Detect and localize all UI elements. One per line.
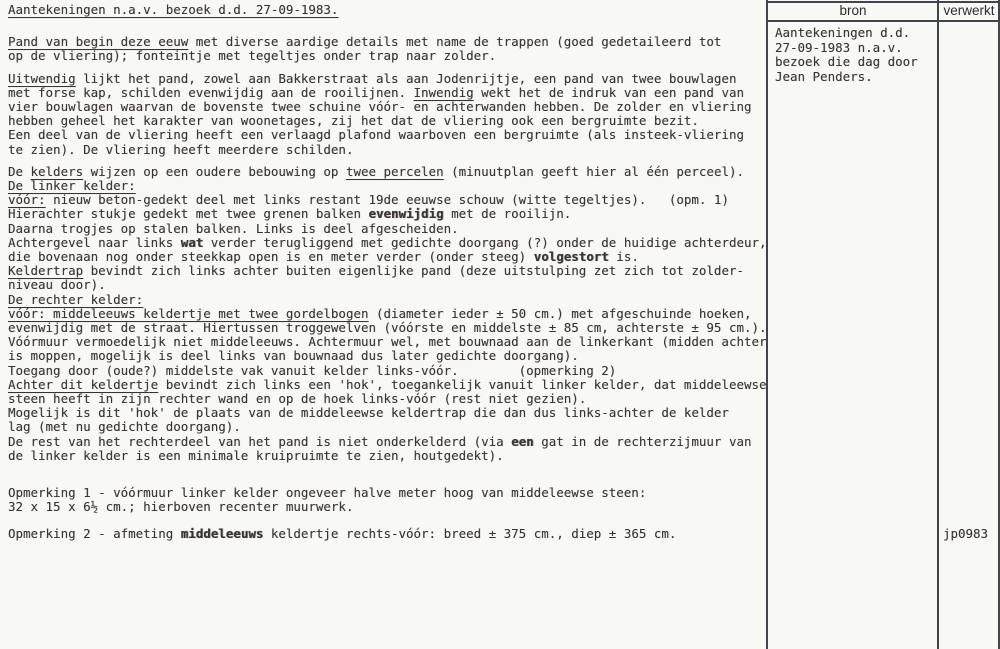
text-segment: hebben geheel het karakter van woonetages, zij het dat de vliering ook een bergruimte bezit. <box>8 113 699 129</box>
underlined-text: De linker kelder: <box>8 178 136 194</box>
text-segment: te zien). De vliering heeft meerdere schilden. <box>8 141 354 157</box>
text-segment: 32 x 15 x 6½ cm.; hierboven recenter muurwerk. <box>8 499 354 515</box>
text-segment: is. <box>608 249 639 265</box>
text-segment: niveau door). <box>8 277 106 293</box>
text-line <box>8 179 764 193</box>
bron-note-line: 27-09-1983 n.a.v. <box>775 39 903 55</box>
underlined-text: Achter dit keldertje <box>8 376 159 392</box>
text-line <box>8 72 764 86</box>
text-segment: Opmerking 2 - afmeting <box>8 525 181 541</box>
underlined-text: Inwendig <box>413 84 474 100</box>
text-segment: met diverse aardige details met name de trappen (goed gedetaileerd tot <box>188 34 722 50</box>
text-line <box>8 307 764 321</box>
text-segment: Een deel van de vliering heeft een verlaagd plafond waarboven een bergruimte (als insteek-vliering <box>8 127 744 143</box>
text-line <box>8 406 764 420</box>
text-segment: middeleeuws <box>180 525 264 541</box>
text-segment: bevindt zich links achter buiten eigenlijke pand (deze uitstulping zet zich tot zolder- <box>83 263 744 279</box>
text-segment: De rest van het rechterdeel van het pand is niet onderkelderd (via <box>8 433 512 449</box>
text-segment: die bovenaan nog onder steekkap open is en meter verder (onder steeg) <box>8 249 534 265</box>
text-segment: De <box>8 163 31 179</box>
text-line <box>8 449 764 463</box>
text-segment: op de vliering); fonteintje met tegeltjes onder trap naar zolder. <box>8 48 497 64</box>
bron-note-line: Jean Penders. <box>775 68 873 84</box>
text-line <box>8 193 764 207</box>
bron-note-line: Aantekeningen d.d. <box>775 25 911 40</box>
underlined-text: kelders <box>30 163 84 179</box>
text-segment: Hierachter stukje gedekt met twee grenen balken <box>8 206 369 222</box>
text-segment: bevindt zich links een 'hok', toegankelijk vanuit linker kelder, dat middeleewse <box>158 376 767 392</box>
text-segment: Achtergevel naar links <box>8 234 181 250</box>
text-line <box>8 376 767 392</box>
text-line <box>8 250 764 264</box>
text-segment: Vóórmuur vermoedelijk niet middeleeuws. Achtermuur wel, met bouwnaad aan de linkerkant (midden achter <box>8 334 767 350</box>
underlined-text: Pand van begin deze eeuw <box>8 34 189 50</box>
text-line <box>8 165 764 179</box>
text-segment: met forse kap, schilden evenwijdig aan de rooilijnen. <box>8 84 414 100</box>
text-segment: keldertje rechts-vóór: breed ± 375 cm., diep ± 365 cm. <box>263 525 677 541</box>
text-segment: verder terugliggend met gedichte doorgang (?) onder de huidige achterdeur, <box>203 234 767 250</box>
text-line <box>8 334 767 350</box>
text-line <box>8 86 764 100</box>
text-line <box>8 207 764 221</box>
text-segment: Opmerking 1 - vóórmuur linker kelder ongeveer halve meter hoog van middeleewse steen: <box>8 485 647 501</box>
text-line <box>8 320 767 336</box>
underlined-text: twee percelen <box>345 163 444 179</box>
paragraph <box>8 486 764 514</box>
text-line <box>8 278 764 292</box>
text-line <box>8 349 764 363</box>
text-segment: (diameter ieder ± 50 cm.) met afgeschuinde hoeken, <box>368 305 752 321</box>
text-line <box>8 3 764 17</box>
text-line <box>8 486 764 500</box>
text-segment: steen heeft in zijn rechter wand en op de hoek links-vóór (rest niet gezien). <box>8 391 587 407</box>
bron-column-header: bron <box>839 3 867 18</box>
sidebar-right-rule <box>998 0 1000 649</box>
page-title <box>8 3 764 17</box>
text-segment: volgestort <box>533 249 609 265</box>
underlined-text: De rechter kelder: <box>8 291 144 307</box>
text-line <box>8 222 764 236</box>
text-segment: evenwijdig met de straat. Hiertussen troggewelven (vóórste en middelste ± 85 cm, achterste ± 95 cm.). <box>8 320 767 336</box>
text-segment: wijzen op een oudere bebouwing op <box>83 163 346 179</box>
bron-note-line: bezoek die dag door <box>775 54 918 69</box>
text-segment: wekt het de indruk van een pand van <box>473 84 744 100</box>
text-line <box>8 420 764 434</box>
text-segment: lijkt het pand, zowel aan Bakkerstraat als aan Jodenrijtje, een pand van twee bouwlagen <box>75 70 737 86</box>
underlined-text: Uitwendig <box>8 70 76 86</box>
underlined-text: Aantekeningen n.a.v. bezoek d.d. 27-09-1983. <box>8 2 339 17</box>
underlined-text: Keldertrap <box>8 263 84 279</box>
text-line <box>8 364 764 378</box>
text-line <box>8 264 764 278</box>
sidebar-column-rule <box>937 0 939 649</box>
paragraph <box>8 527 764 541</box>
text-line <box>8 392 764 406</box>
verwerkt-code: jp0983 <box>943 526 989 541</box>
text-line <box>8 114 764 128</box>
text-line <box>8 500 764 514</box>
text-line <box>8 49 764 63</box>
text-segment: gat in de rechterzijmuur van <box>533 433 752 449</box>
sidebar-header-rule <box>766 20 1000 22</box>
text-line <box>8 234 767 250</box>
text-segment: een <box>511 433 534 449</box>
text-segment: Daarna trogjes op stalen balken. Links is deel afgescheiden. <box>8 220 459 236</box>
verwerkt-column-header: verwerkt <box>943 3 995 18</box>
text-line <box>8 527 764 541</box>
text-line <box>8 100 764 114</box>
document-body <box>8 2 767 541</box>
paragraph <box>8 72 764 157</box>
text-segment: is moppen, mogelijk is deel links van bouwnaad dus later gedichte doorgang). <box>8 348 579 364</box>
bron-note <box>775 26 935 84</box>
text-segment: Toegang door (oude?) middelste vak vanuit kelder links-vóór. (opmerking 2) <box>8 362 617 378</box>
underlined-text: vóór: middeleeuws keldertje met twee gordelbogen <box>8 305 369 321</box>
text-segment: evenwijdig <box>368 206 444 222</box>
text-segment: wat <box>180 234 204 250</box>
text-line <box>8 143 764 157</box>
text-segment: vier bouwlagen waarvan de bovenste twee schuine vóór- en achterwanden hebben. De zolder en vliering <box>8 99 752 115</box>
text-line <box>8 128 764 142</box>
text-line <box>8 35 764 49</box>
paragraph <box>8 35 764 63</box>
text-segment: Mogelijk is dit 'hok' de plaats van de middeleewse keldertrap die dan dus links-achter de kelder <box>8 405 729 421</box>
text-line <box>8 435 764 449</box>
underlined-text: vóór: <box>8 192 46 208</box>
text-segment: met de rooilijn. <box>443 206 572 222</box>
text-segment: (minuutplan geeft hier al één perceel). <box>443 163 744 179</box>
sidebar-left-rule <box>766 0 768 649</box>
text-line <box>8 293 764 307</box>
text-segment: lag (met nu gedichte doorgang). <box>8 419 241 435</box>
text-segment: de linker kelder is een minimale kruipruimte te zien, houtgedekt). <box>8 447 504 463</box>
paragraph <box>8 163 767 463</box>
text-segment: nieuw beton-gedekt deel met links restant 19de eeuwse schouw (witte tegeltjes). (opm. 1) <box>45 192 729 208</box>
